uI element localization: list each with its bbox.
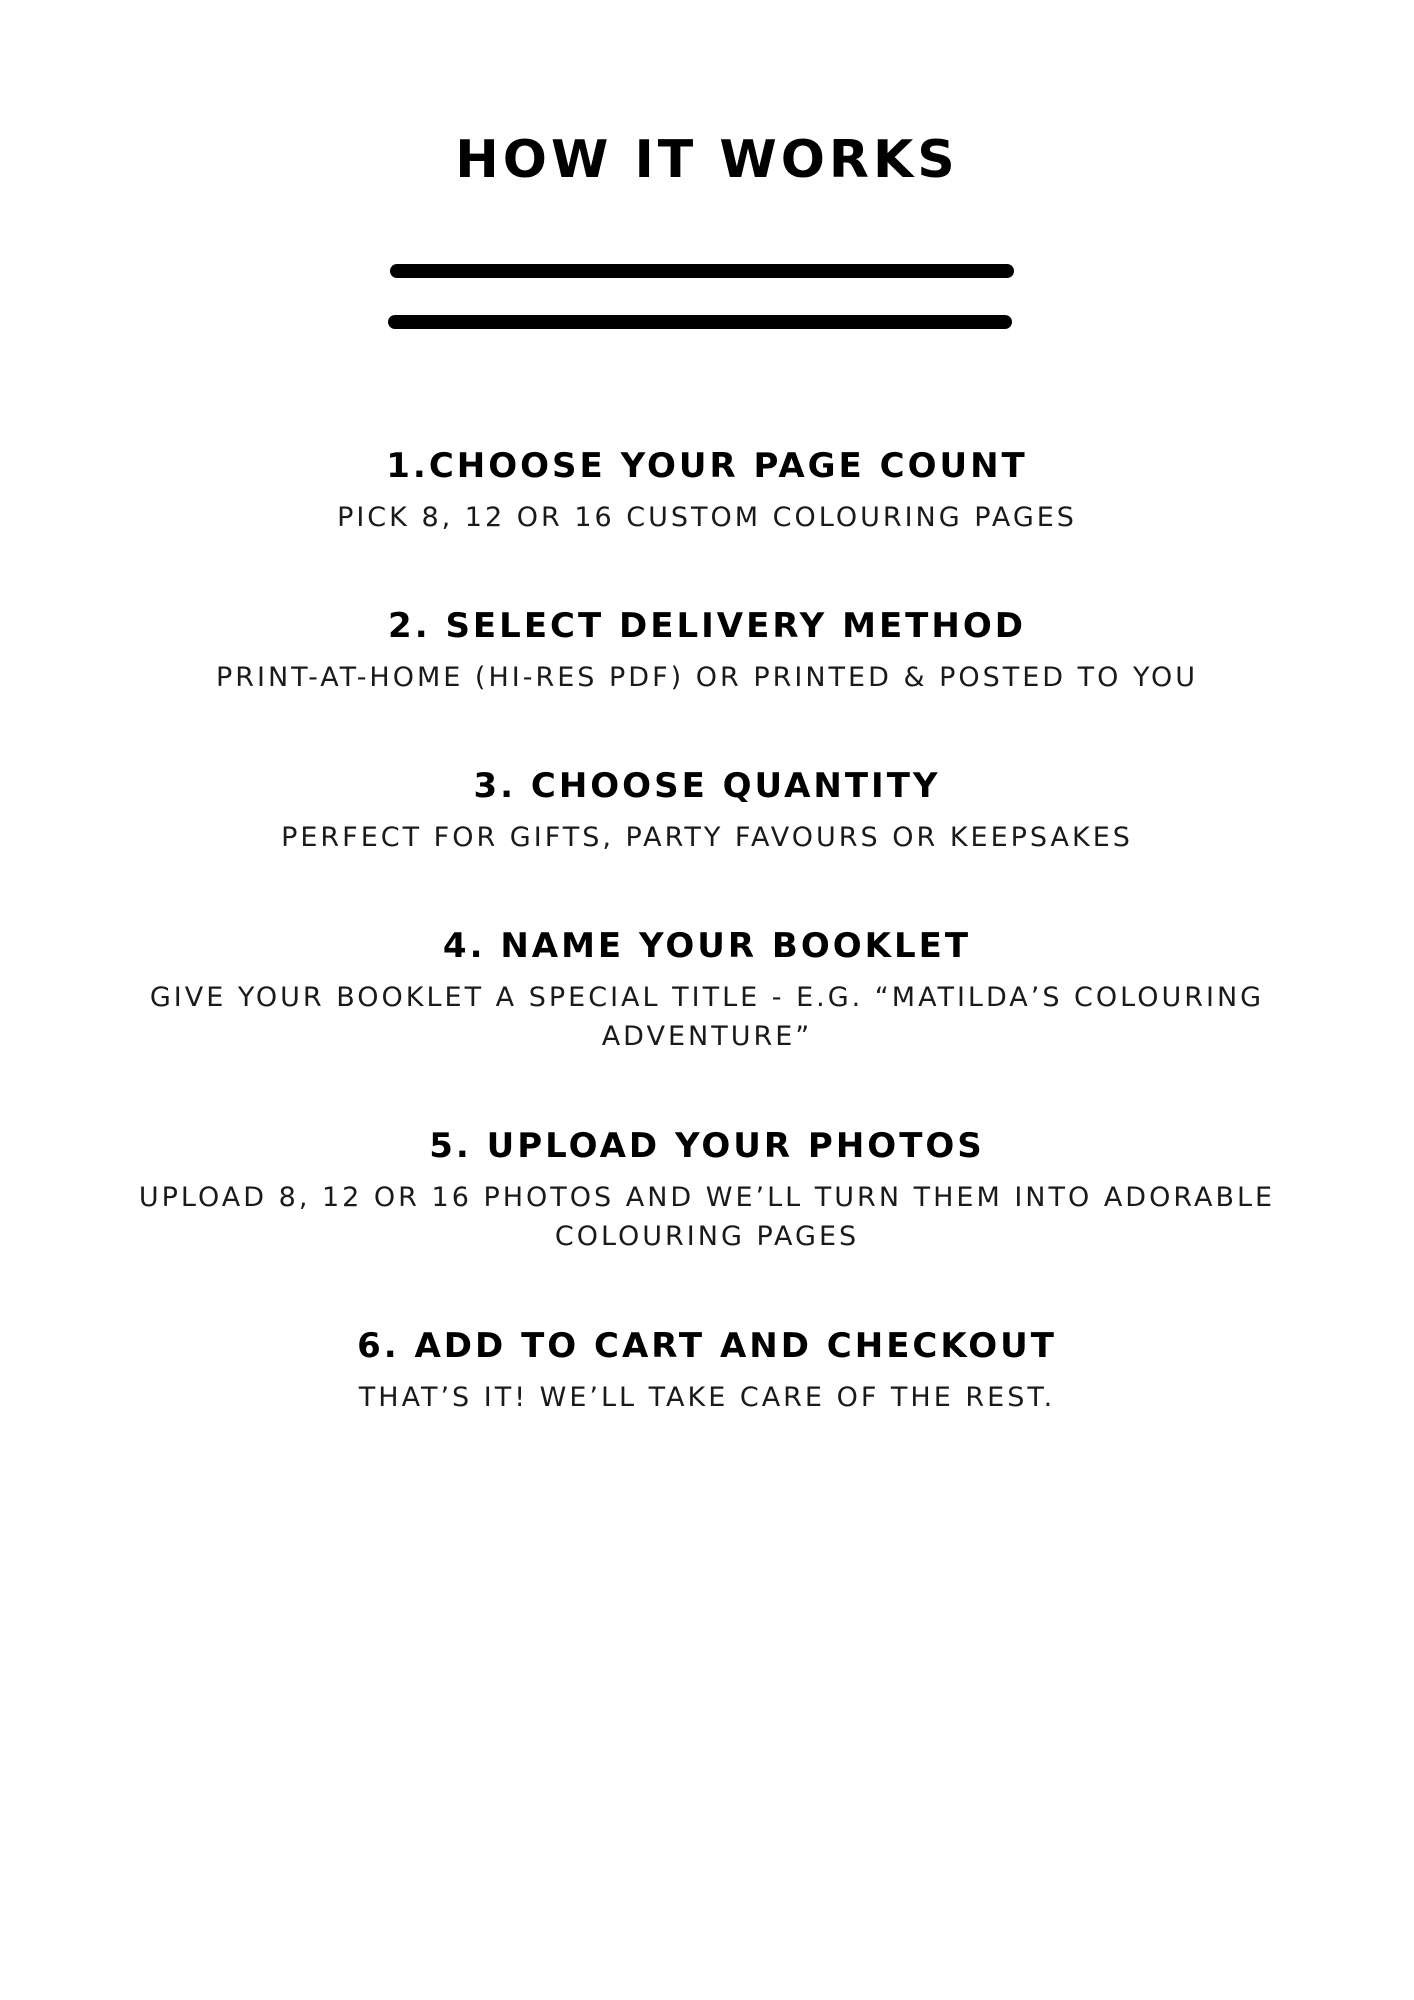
- step-1: [120, 444, 1294, 537]
- divider-line-bottom: [388, 315, 1012, 329]
- step-heading: 1.CHOOSE YOUR PAGE COUNT: [386, 446, 1028, 486]
- page-title: HOW IT WORKS: [455, 130, 959, 190]
- step-6: [120, 1324, 1294, 1417]
- step-description: PERFECT FOR GIFTS, PARTY FAVOURS OR KEEPSAKES: [281, 822, 1133, 853]
- step-description: THAT’S IT! WE’LL TAKE CARE OF THE REST.: [358, 1382, 1056, 1413]
- step-4: [120, 924, 1294, 1056]
- step-5: [120, 1124, 1294, 1256]
- step-description: PRINT-AT-HOME (HI-RES PDF) OR PRINTED & POSTED TO YOU: [215, 662, 1199, 693]
- step-heading: 3. CHOOSE QUANTITY: [473, 766, 941, 806]
- divider-line-top: [390, 264, 1014, 278]
- step-heading: 5. UPLOAD YOUR PHOTOS: [429, 1126, 985, 1166]
- step-description: PICK 8, 12 OR 16 CUSTOM COLOURING PAGES: [337, 502, 1077, 533]
- step-heading: 4. NAME YOUR BOOKLET: [442, 926, 972, 966]
- step-heading: 2. SELECT DELIVERY METHOD: [388, 606, 1026, 646]
- step-3: [120, 764, 1294, 857]
- step-description: GIVE YOUR BOOKLET A SPECIAL TITLE - E.G. “MATILDA’S COLOURING ADVENTURE”: [149, 982, 1265, 1052]
- step-2: [120, 604, 1294, 697]
- step-description: UPLOAD 8, 12 OR 16 PHOTOS AND WE’LL TURN THEM INTO ADORABLE COLOURING PAGES: [138, 1182, 1276, 1252]
- step-heading: 6. ADD TO CART AND CHECKOUT: [357, 1326, 1057, 1366]
